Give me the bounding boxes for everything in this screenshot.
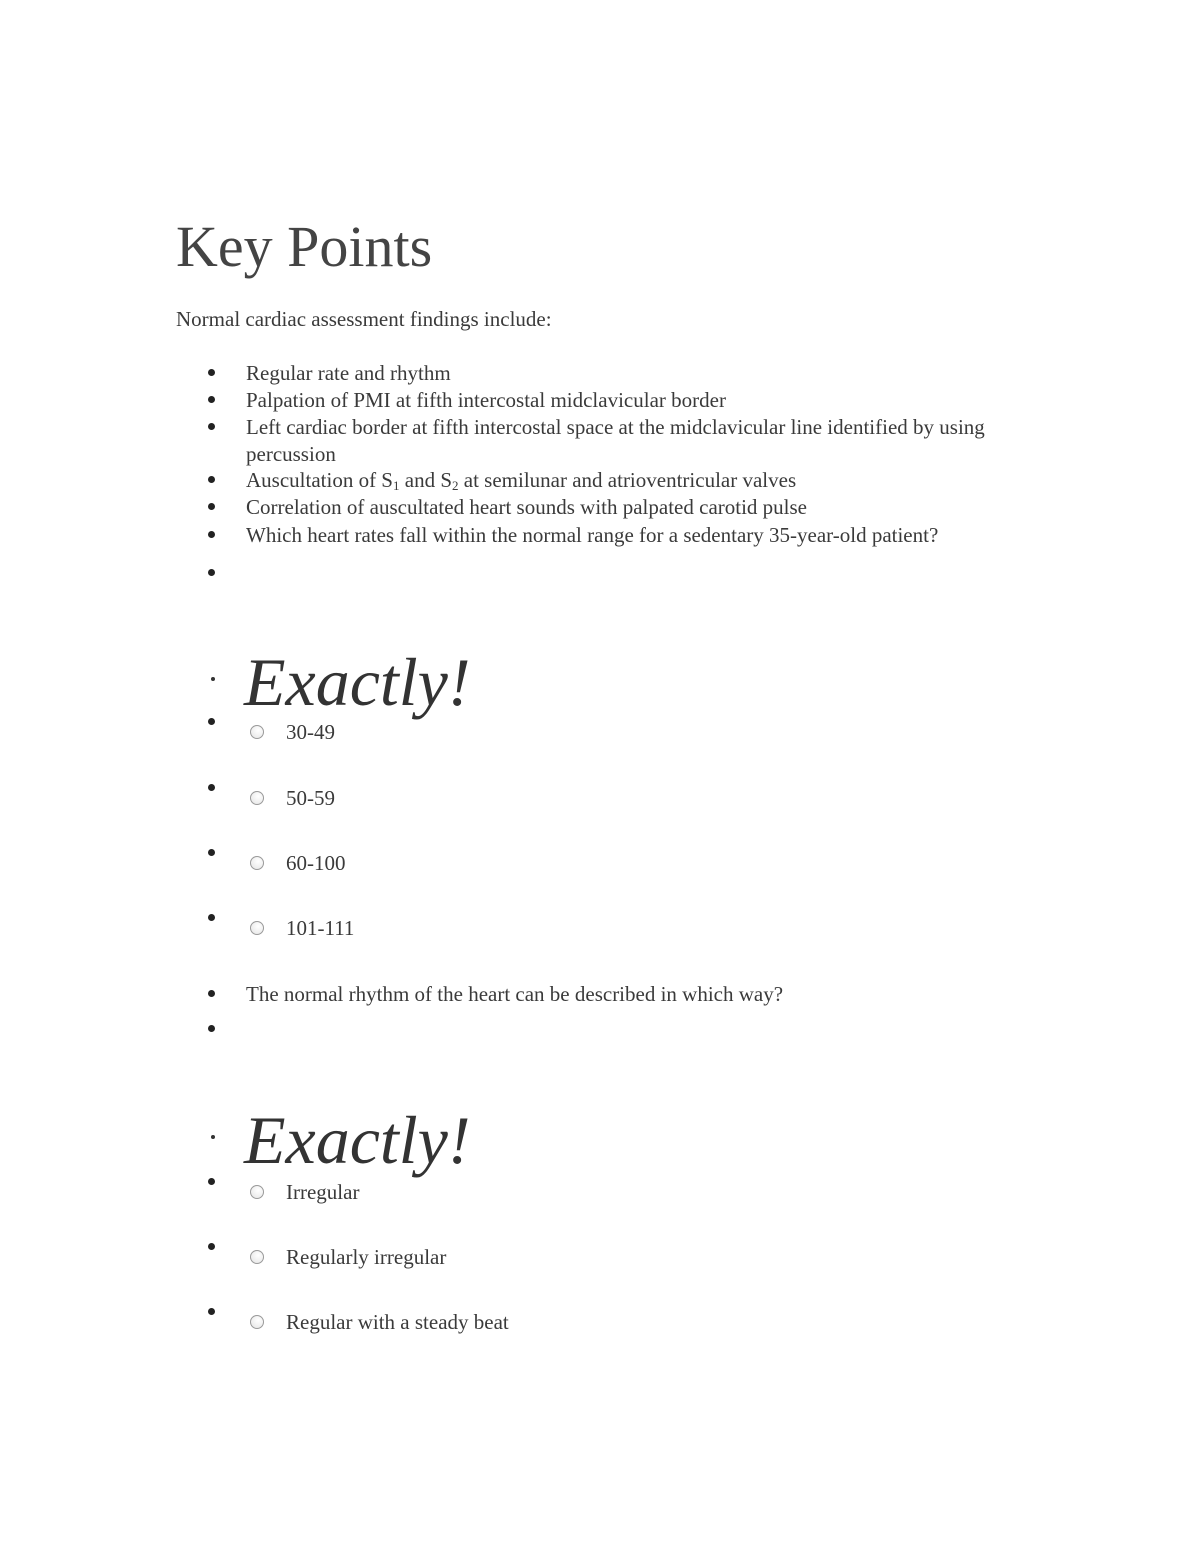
bullet-icon: [208, 784, 215, 791]
answer-option[interactable]: [208, 1243, 808, 1273]
bullet-icon: [208, 476, 215, 483]
answer-option[interactable]: [208, 914, 808, 944]
finding-text: Left cardiac border at fifth intercostal space at the midclavicular line identified by using percussion: [246, 415, 985, 466]
option-label: 101-111: [286, 916, 355, 940]
option-label: 30-49: [286, 720, 335, 744]
answer-option[interactable]: [208, 849, 808, 879]
option-label: 50-59: [286, 786, 335, 810]
bullet-icon: [208, 1308, 215, 1315]
bullet-icon: [208, 531, 215, 538]
finding-text: [246, 467, 1046, 494]
bullet-icon: [208, 503, 215, 510]
option-label: Regularly irregular: [286, 1245, 447, 1269]
bullet-icon: [208, 914, 215, 921]
bullet-icon: [208, 569, 215, 576]
option-label: 60-100: [286, 851, 346, 875]
bullet-icon: [208, 423, 215, 430]
intro-text: Normal cardiac assessment findings include:: [176, 307, 552, 331]
subscript: 1: [393, 478, 400, 493]
answer-option[interactable]: [208, 1178, 808, 1208]
answer-option[interactable]: [208, 718, 808, 748]
radio-button[interactable]: [250, 1185, 264, 1199]
radio-button[interactable]: [250, 856, 264, 870]
option-label: Regular with a steady beat: [286, 1310, 509, 1334]
bullet-icon: [208, 1025, 215, 1032]
option-label: Irregular: [286, 1180, 360, 1204]
finding-text: Correlation of auscultated heart sounds with palpated carotid pulse: [246, 495, 808, 519]
bullet-icon: [211, 677, 215, 681]
bullet-icon: [208, 849, 215, 856]
finding-text-part: at semilunar and atrioventricular valves: [458, 468, 797, 492]
bullet-icon: [208, 396, 215, 403]
finding-text: Palpation of PMI at fifth intercostal midclavicular border: [246, 388, 726, 412]
radio-button[interactable]: [250, 1250, 264, 1264]
radio-button[interactable]: [250, 791, 264, 805]
answer-option[interactable]: [208, 784, 808, 814]
feedback-text: Exactly!: [244, 1102, 471, 1178]
page-title: Key Points: [176, 214, 433, 279]
finding-text-part: and S: [399, 468, 452, 492]
bullet-icon: [208, 990, 215, 997]
bullet-icon: [211, 1135, 215, 1139]
question-text: Which heart rates fall within the normal range for a sedentary 35-year-old patient?: [246, 523, 939, 547]
radio-button[interactable]: [250, 921, 264, 935]
feedback-text: Exactly!: [244, 644, 471, 720]
bullet-icon: [208, 1243, 215, 1250]
finding-text-part: Auscultation of S: [246, 468, 393, 492]
bullet-icon: [208, 718, 215, 725]
bullet-icon: [208, 1178, 215, 1185]
subscript: 2: [452, 478, 459, 493]
bullet-icon: [208, 369, 215, 376]
radio-button[interactable]: [250, 1315, 264, 1329]
question-text: The normal rhythm of the heart can be described in which way?: [246, 982, 784, 1006]
finding-text: Regular rate and rhythm: [246, 361, 451, 385]
answer-option[interactable]: [208, 1308, 808, 1338]
radio-button[interactable]: [250, 725, 264, 739]
